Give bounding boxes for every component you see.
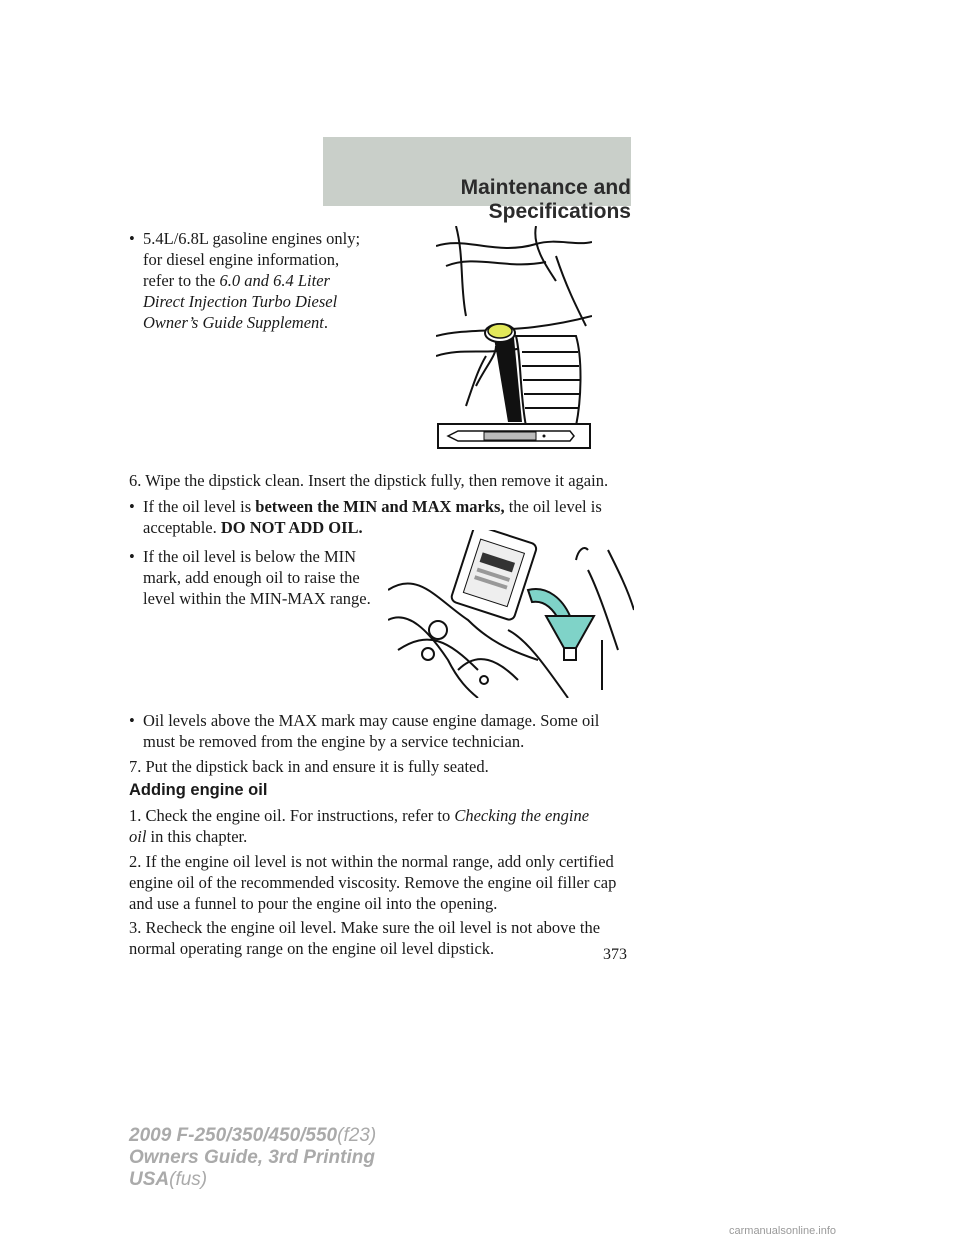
- bullet-above-text: Oil levels above the MAX mark may cause engine damage. Some oil must be removed from the engine by a service technician.: [143, 711, 600, 751]
- bullet-marker: •: [129, 547, 135, 566]
- page-number: 373: [603, 946, 627, 963]
- bullet-below-text: If the oil level is below the MIN mark, add enough oil to raise the level within the MIN-MAX range.: [143, 547, 371, 608]
- adding-step-3: 3. Recheck the engine oil level. Make sure the oil level is not above the normal operating range on the engine oil level dipstick.: [129, 918, 601, 958]
- bullet-marker: •: [129, 497, 135, 516]
- bullet-between-text: If the oil level is between the MIN and MAX marks, the oil level is acceptable. DO NOT ADD OIL.: [143, 497, 602, 537]
- dipstick-illustration: [436, 226, 592, 452]
- bullet-marker: •: [129, 711, 135, 730]
- intro-line-4: Direct Injection Turbo Diesel: [143, 292, 338, 311]
- intro-line-5: Owner’s Guide Supplement.: [143, 313, 328, 332]
- adding-oil-heading: Adding engine oil: [129, 781, 268, 799]
- step-7: 7. Put the dipstick back in and ensure it is fully seated.: [129, 757, 489, 776]
- intro-line-3: refer to the 6.0 and 6.4 Liter: [143, 271, 330, 290]
- oil-funnel-illustration: [388, 530, 634, 698]
- bullet-marker: •: [129, 229, 135, 248]
- adding-step-2: 2. If the engine oil level is not within the normal range, add only certified engine oil of the recommended viscosity. Remove the engine oil filler cap and use a funnel to pour the engine oil into the opening.: [129, 852, 617, 913]
- intro-line-1: 5.4L/6.8L gasoline engines only;: [143, 229, 361, 248]
- watermark: carmanualsonline.info: [729, 1225, 837, 1237]
- document-footer: 2009 F-250/350/450/550(f23) Owners Guide, 3rd Printing USA(fus): [129, 1125, 377, 1190]
- intro-bullet-text: [143, 228, 360, 333]
- page-section-title: Maintenance and Specifications: [460, 176, 631, 223]
- adding-step-1: 1. Check the engine oil. For instructions, refer to Checking the engine oil in this chapter.: [129, 806, 590, 846]
- step-6: 6. Wipe the dipstick clean. Insert the dipstick fully, then remove it again.: [129, 471, 609, 490]
- intro-line-2: for diesel engine information,: [143, 250, 340, 269]
